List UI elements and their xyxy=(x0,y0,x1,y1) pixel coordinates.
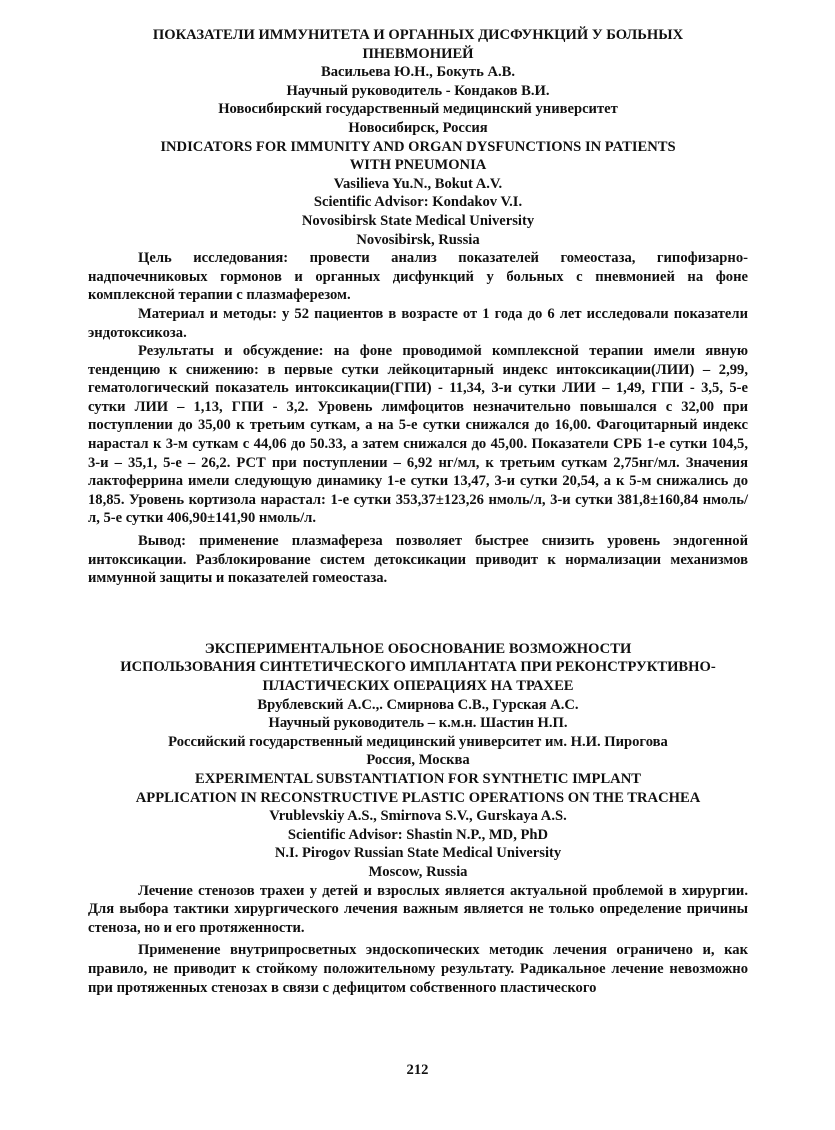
article1-university-ru: Новосибирский государственный медицинский университет xyxy=(218,101,618,118)
page-number: 212 xyxy=(406,1062,429,1078)
article1-paragraph-methods: Материал и методы: у 52 пациентов в возрасте от 1 года до 6 лет исследовали показатели эндотоксикоза. xyxy=(88,305,748,341)
article2-paragraph-2: Применение внутрипросветных эндоскопических методик лечения ограничено и, как правило, не приводит к стойкому положительному результату. Радикальное лечение невозможно при протяженных стенозах в связи с дефицитом собственного пластического xyxy=(88,942,748,996)
article2-university-en: N.I. Pirogov Russian State Medical University xyxy=(274,845,562,862)
article-1 xyxy=(88,26,748,588)
article2-title-en-line1: EXPERIMENTAL SUBSTANTIATION FOR SYNTHETIC IMPLANT xyxy=(195,770,641,787)
article2-city-en: Moscow, Russia xyxy=(368,863,468,880)
article1-title-ru-line1: ПОКАЗАТЕЛИ ИММУНИТЕТА И ОРГАННЫХ ДИСФУНКЦИЙ У БОЛЬНЫХ xyxy=(152,27,684,43)
document-page xyxy=(88,26,748,997)
article1-advisor-ru: Научный руководитель - Кондаков В.И. xyxy=(286,82,550,99)
article1-advisor-en: Scientific Advisor: Kondakov V.I. xyxy=(313,194,523,211)
article2-university-ru: Российский государственный медицинский университет им. Н.И. Пирогова xyxy=(168,733,668,750)
article2-title-en-line2: APPLICATION IN RECONSTRUCTIVE PLASTIC OPERATIONS ON THE TRACHEA xyxy=(135,789,701,806)
section-gap xyxy=(88,588,748,640)
article1-paragraph-aim: Цель исследования: провести анализ показателей гомеостаза, гипофизарно-надпочечниковых гормонов и органных дисфункций у больных с пневмонией на фоне комплексной терапии с плазмаферезом. xyxy=(88,250,748,304)
article2-advisor-ru: Научный руководитель – к.м.н. Шастин Н.П. xyxy=(268,715,568,732)
article1-university-en: Novosibirsk State Medical University xyxy=(301,212,535,229)
article1-title-en-line1: INDICATORS FOR IMMUNITY AND ORGAN DYSFUNCTIONS IN PATIENTS xyxy=(160,138,676,155)
article1-city-en: Novosibirsk, Russia xyxy=(356,231,480,248)
article1-paragraph-results: Результаты и обсуждение: на фоне проводимой комплексной терапии имели явную тенденцию к снижению: в первые сутки лейкоцитарный индекс интоксикации(ЛИИ) – 2,99, гематологический показатель интоксикации(ГПИ) - 11,34, 3-и сутки ЛИИ – 1,49, ГПИ - 3,5, 5-е сутки ЛИИ – 1,13, ГПИ - 3,2. Уровень лимфоцитов незначительно повышался с 32,00 при поступлении до 35,00 к третьим суткам, а на 5-е сутки снижался до 16,00. Фагоцитарный индекс нарастал к 3-м суткам с 44,06 до 50.33, а затем снижался до 45,00. Показатели СРБ 1-е сутки 104,5, 3-и – 35,1, 5-е – 26,2. РСТ при поступлении – 6,92 нг/мл, к третьим суткам 2,75нг/мл. Значения лактоферрина имели следующую динамику 1-е сутки 13,47, 3-и сутки 20,54, а к 5-м снижались до 18,85. Уровень кортизола нарастал: 1-е сутки 353,37±123,26 нмоль/л, 3-и сутки 381,8±160,84 нмоль/л, 5-е сутки 406,90±141,90 нмоль/л. xyxy=(88,343,748,527)
article1-authors-en: Vasilieva Yu.N., Bokut A.V. xyxy=(333,175,503,192)
article2-city-ru: Россия, Москва xyxy=(366,752,470,769)
article-2 xyxy=(88,640,748,997)
article1-city-ru: Новосибирск, Россия xyxy=(348,119,488,136)
article2-paragraph-1: Лечение стенозов трахеи у детей и взрослых является актуальной проблемой в хирургии. Для выбора тактики хирургического лечения важным является не только определение причины стеноза, но и его протяженности. xyxy=(88,882,748,936)
article2-title-ru-line2: ИСПОЛЬЗОВАНИЯ СИНТЕТИЧЕСКОГО ИМПЛАНТАТА ПРИ РЕКОНСТРУКТИВНО- xyxy=(120,659,716,676)
article1-paragraph-conclusion: Вывод: применение плазмафереза позволяет быстрее снизить уровень эндогенной интоксикации. Разблокирование систем детоксикации приводит к нормализации механизмов иммунной защиты и показателей гомеостаза. xyxy=(88,533,748,587)
article1-title-ru-line2: ПНЕВМОНИЕЙ xyxy=(362,45,474,62)
article2-title-ru-line1: ЭКСПЕРИМЕНТАЛЬНОЕ ОБОСНОВАНИЕ ВОЗМОЖНОСТИ xyxy=(204,640,632,657)
article1-authors-ru: Васильева Ю.Н., Бокуть А.В. xyxy=(320,64,516,81)
article2-authors-en: Vrublevskiy A.S., Smirnova S.V., Gurskaya A.S. xyxy=(269,808,567,825)
article1-title-en-line2: WITH PNEUMONIA xyxy=(349,157,487,174)
article2-title-ru-line3: ПЛАСТИЧЕСКИХ ОПЕРАЦИЯХ НА ТРАХЕЕ xyxy=(262,678,574,694)
article2-authors-ru: Врублевский А.С.,. Смирнова С.В., Гурская А.С. xyxy=(257,696,579,713)
article2-advisor-en: Scientific Advisor: Shastin N.P., MD, PhD xyxy=(287,826,549,843)
